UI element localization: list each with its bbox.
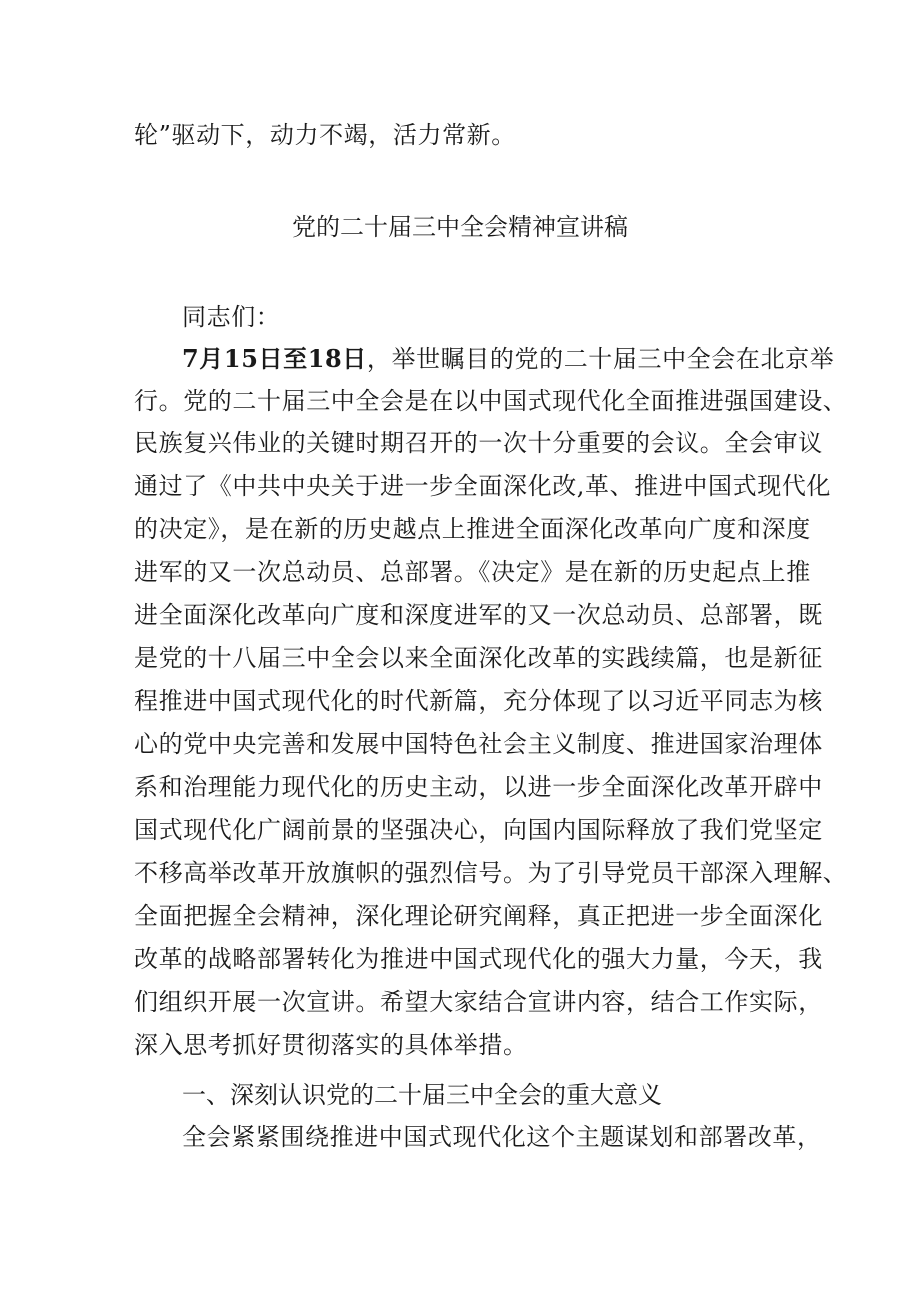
document-title: 党的二十届三中全会精神宣讲稿	[292, 213, 628, 241]
paragraph-line: 民族复兴伟业的关键时期召开的一次十分重要的会议。全会审议	[134, 429, 823, 457]
paragraph-line: 系和治理能力现代化的历史主动，以进一步全面深化改革开辟中	[134, 773, 823, 801]
paragraph-line-text: ，举世瞩目的党的二十届三中全会在北京举	[366, 345, 835, 373]
paragraph-line: 改革的战略部署转化为推进中国式现代化的强大力量，今天，我	[134, 945, 823, 973]
paragraph-line: 行。党的二十届三中全会是在以中国式现代化全面推进强国建设、	[134, 387, 848, 415]
paragraph-line: 心的党中央完善和发展中国特色社会主义制度、推进国家治理体	[134, 730, 823, 758]
paragraph-line: 进全面深化改革向广度和深度进军的又一次总动员、总部署，既	[134, 601, 823, 629]
meeting-date: 7月15日至18日	[182, 344, 367, 373]
section-heading: 一、深刻认识党的二十届三中全会的重大意义	[182, 1081, 662, 1109]
paragraph-line: 进军的又一次总动员、总部署。《决定》是在新的历史起点上推	[134, 558, 811, 586]
paragraph-line: 的决定》，是在新的历史越点上推进全面深化改革向广度和深度	[134, 515, 811, 543]
paragraph-line: 深入思考抓好贯彻落实的具体举措。	[134, 1031, 528, 1059]
paragraph-line	[182, 342, 834, 376]
paragraph-line: 不移高举改革开放旗帜的强烈信号。为了引导党员干部深入理解、	[134, 859, 848, 887]
salutation: 同志们：	[182, 303, 281, 331]
paragraph-line: 是党的十八届三中全会以来全面深化改革的实践续篇，也是新征	[134, 644, 823, 672]
paragraph-line: 全面把握全会精神，深化理论研究阐释，真正把进一步全面深化	[134, 902, 823, 930]
paragraph-line: 国式现代化广阔前景的坚强决心，向国内国际释放了我们党坚定	[134, 816, 823, 844]
paragraph-line: 通过了《中共中央关于进一步全面深化改,革、推进中国式现代化	[134, 472, 832, 500]
paragraph-line: 们组织开展一次宣讲。希望大家结合宣讲内容，结合工作实际，	[134, 988, 823, 1016]
previous-paragraph-tail: 轮”驱动下，动力不竭，活力常新。	[134, 121, 516, 149]
paragraph-line: 全会紧紧围绕推进中国式现代化这个主题谋划和部署改革，	[182, 1123, 822, 1151]
paragraph-line: 程推进中国式现代化的时代新篇，充分体现了以习近平同志为核	[134, 687, 823, 715]
